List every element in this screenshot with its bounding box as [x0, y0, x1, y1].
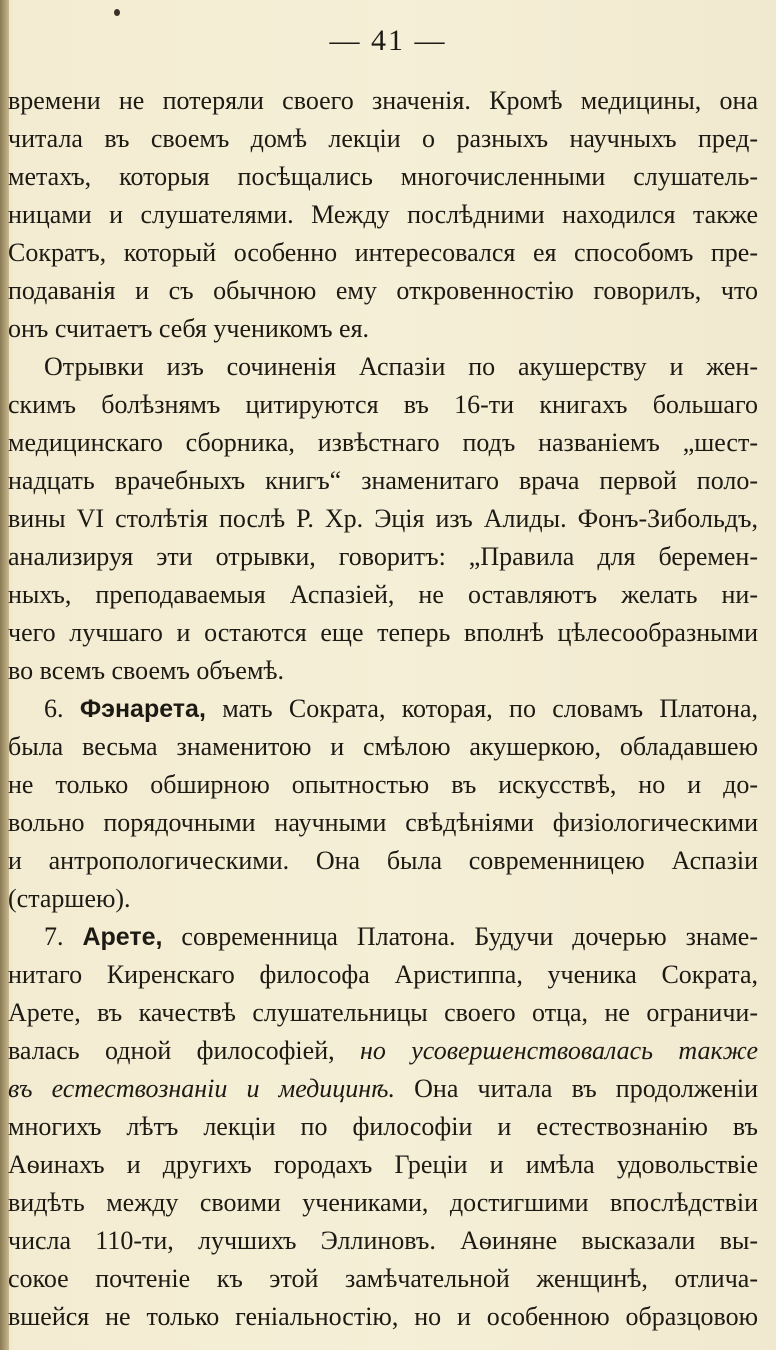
text-line: читала въ своемъ домѣ лекціи о разныхъ научныхъ пред- — [8, 124, 758, 153]
text-line: валась одной философіей, но усовершенствовалась также — [8, 1036, 758, 1065]
text-line: нитаго Киренскаго философа Аристиппа, ученика Сократа, — [8, 960, 758, 989]
entry-arete: 7. Арете, современница Платона. Будучи дочерью знаме- — [44, 922, 759, 951]
text-line: анализируя эти отрывки, говоритъ: „Правила для беремен- — [8, 542, 758, 571]
ink-spot — [114, 9, 120, 16]
text-line: (старшею). — [8, 884, 131, 913]
text-line: метахъ, которыя посѣщались многочисленными слушатель- — [8, 162, 758, 191]
text-line: онъ считаетъ себя ученикомъ ея. — [8, 314, 370, 343]
text-line: ницами и слушателями. Между послѣдними находился также — [8, 200, 758, 229]
paragraph-start: Отрывки изъ сочиненія Аспазіи по акушерству и жен- — [44, 352, 758, 381]
page-number: — 41 — — [329, 24, 447, 57]
text-line: вшейся не только геніальностію, но и особенною образцовою — [8, 1302, 758, 1331]
text-line: не только обширною опытностью въ искусствѣ, но и до- — [8, 770, 758, 799]
entry-number: 7. — [44, 922, 64, 951]
text-line: ныхъ, преподаваемыя Аспазіей, не оставляютъ желать ни- — [8, 580, 758, 609]
entry-number: 6. — [44, 694, 64, 723]
text-line: была весьма знаменитою и смѣлою акушеркою, обладавшею — [8, 732, 758, 761]
text-line: числа 110-ти, лучшихъ Эллиновъ. Аѳиняне высказали вы- — [8, 1226, 758, 1255]
text-line: подаванія и съ обычною ему откровенностію говорилъ, что — [8, 276, 758, 305]
text-line: надцать врачебныхъ книгъ“ знаменитаго врача первой поло- — [8, 466, 758, 495]
text-line: Сократъ, который особенно интересовался ея способомъ пре- — [8, 238, 758, 267]
entry-name: Фэнарета, — [79, 695, 206, 723]
text-line: времени не потеряли своего значенія. Кромѣ медицины, она — [8, 86, 758, 115]
text-line: медицинскаго сборника, извѣстнаго подъ названіемъ „шест- — [8, 428, 758, 457]
text-line: Аѳинахъ и другихъ городахъ Греціи и имѣла удовольствіе — [8, 1150, 758, 1179]
text-line: Арете, въ качествѣ слушательницы своего отца, не ограничи- — [8, 998, 758, 1027]
text-line: видѣть между своими учениками, достигшими впослѣдствіи — [8, 1188, 758, 1217]
text-line: вины VI столѣтія послѣ Р. Хр. Эція изъ Алиды. Фонъ-Зибольдъ, — [8, 504, 758, 533]
text-line: сокое почтеніе къ этой замѣчательной женщинѣ, отлича- — [8, 1264, 758, 1293]
entry-fenareta: 6. Фэнарета, мать Сократа, которая, по словамъ Платона, — [44, 694, 759, 723]
text-line: въ естествознаніи и медицинѣ. Она читала въ продолженіи — [8, 1074, 759, 1103]
italic-text: но усовершенствовалась также — [360, 1036, 758, 1065]
text-line: вольно порядочными научными свѣдѣніями физіологическими — [8, 808, 758, 837]
body-text — [8, 82, 758, 1336]
entry-name: Арете, — [82, 923, 163, 951]
text-line: скимъ болѣзнямъ цитируются въ 16-ти книгахъ большаго — [8, 390, 758, 419]
text-line: чего лучшаго и остаются еще теперь вполнѣ цѣлесообразными — [8, 618, 758, 647]
text-line: многихъ лѣтъ лекціи по философіи и естествознанію въ — [8, 1112, 758, 1141]
italic-text: въ естествознаніи и медицинѣ. — [8, 1074, 395, 1103]
text-line: во всемъ своемъ объемѣ. — [8, 656, 285, 685]
text-line: и антропологическими. Она была современницею Аспазіи — [8, 846, 758, 875]
